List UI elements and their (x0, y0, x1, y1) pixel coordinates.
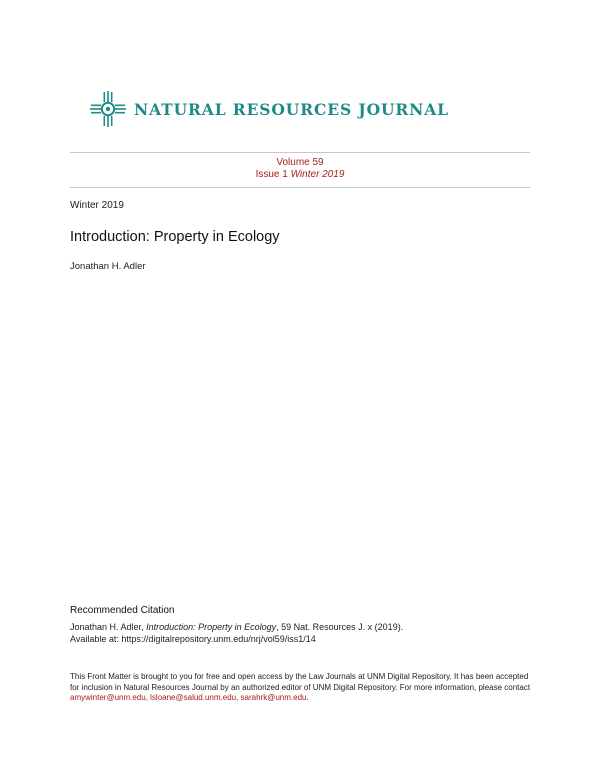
issue-label: Issue 1 (255, 169, 288, 180)
citation-url[interactable]: Available at: https://digitalrepository.unm.edu/nrj/vol59/iss1/14 (70, 634, 316, 644)
article-author: Jonathan H. Adler (70, 261, 146, 272)
header-divider-top (70, 152, 530, 153)
citation-title: Introduction: Property in Ecology (146, 622, 277, 632)
citation-line (70, 621, 530, 633)
header-divider-bottom (70, 187, 530, 188)
journal-logo[interactable] (90, 92, 449, 126)
recommended-citation (70, 621, 530, 645)
article-title: Introduction: Property in Ecology (70, 229, 280, 245)
zia-sun-symbol-icon (90, 91, 126, 127)
notice-text: This Front Matter is brought to you for free and open access by the Law Journals at UNM Digital Repository. It has been accepted for inclusion in Natural Resources Journal by an authorized editor of UNM Digital Repository. For more information, please contact (70, 672, 531, 692)
issue-link[interactable] (70, 169, 530, 181)
citation-heading: Recommended Citation (70, 605, 175, 616)
citation-source: , 59 Nat. Resources J. x (2019). (276, 622, 404, 632)
contact-emails[interactable]: amywinter@unm.edu, lsloane@salud.unm.edu, sarahrk@unm.edu (70, 693, 307, 702)
publication-date: Winter 2019 (70, 200, 124, 211)
issue-info (70, 157, 530, 181)
issue-season: Winter 2019 (290, 169, 345, 180)
volume-link[interactable]: Volume 59 (276, 157, 324, 168)
journal-name: NATURAL RESOURCES JOURNAL (134, 99, 449, 119)
citation-author: Jonathan H. Adler, (70, 622, 147, 632)
notice-end: . (306, 693, 309, 702)
access-notice (70, 672, 532, 704)
